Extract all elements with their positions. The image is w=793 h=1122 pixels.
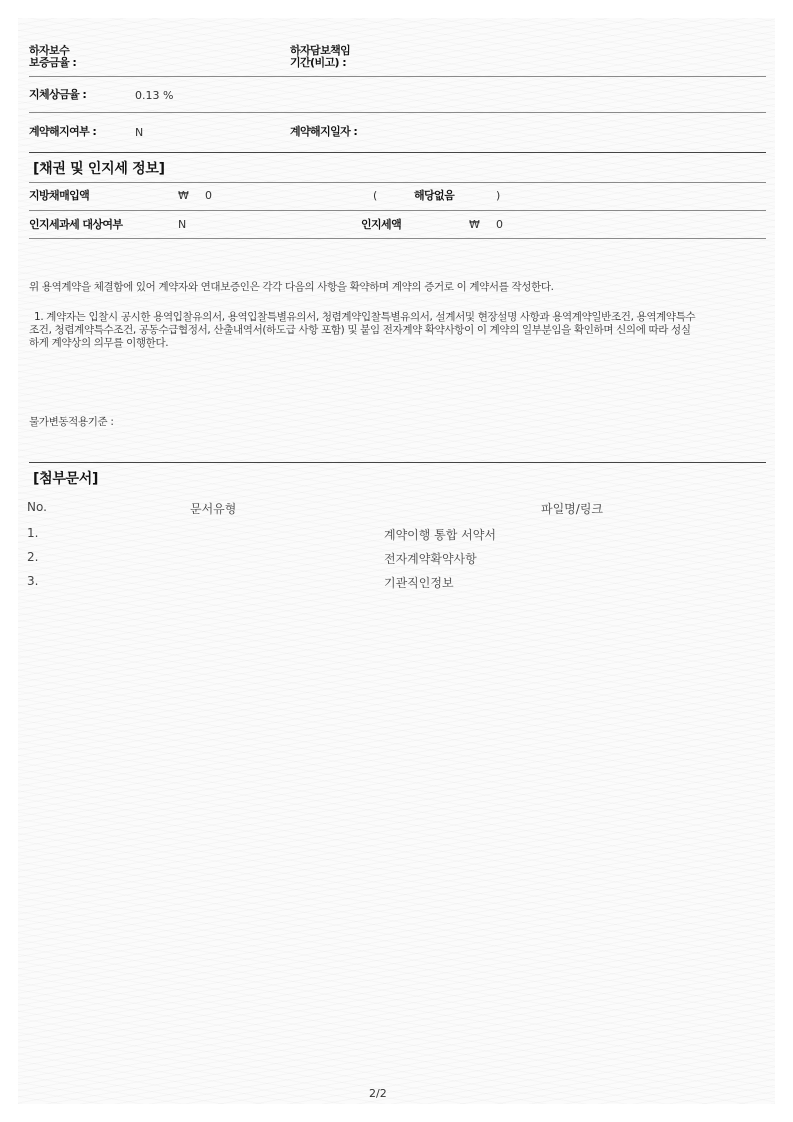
delay-rate-label: 지체상금율 : [29,88,87,101]
col-header-type: 문서유형 [190,502,237,516]
page-number: 2/2 [369,1087,387,1100]
stamp-tax-currency: ₩ [469,218,480,231]
stamp-tax-target-value: N [178,218,187,231]
local-bond-label: 지방채매입액 [29,189,90,202]
stamp-tax-label: 인지세액 [361,218,402,231]
termination-flag-label: 계약해지여부 : [29,125,97,138]
col-header-no: No. [27,500,47,514]
clause-1-line-1: 1. 계약자는 입찰시 공시한 용역입찰유의서, 용역입찰특별유의서, 청렴계약입찰특별유의서, 설계서및 현장설명 사항과 용역계약일반조건, 용역계약특수 [34,311,696,323]
divider [29,76,766,77]
intro-paragraph: 위 용역계약을 체결함에 있어 계약자와 연대보증인은 각각 다음의 사항을 확약하며 계약의 증거로 이 계약서를 작성한다. [29,281,554,293]
attachment-row-1-no: 1. [27,526,39,540]
attachment-row-3-link[interactable]: 기관직인정보 [384,576,454,590]
local-bond-value: 0 [205,189,212,202]
clause-1 [29,311,766,350]
section-divider [29,462,766,463]
clause-1-line-2: 조건, 청렴계약특수조건, 공동수급협정서, 산출내역서(하도급 사항 포함) 및 붙임 전자계약 확약사항이 이 계약의 일부분임을 확인하며 신의에 따라 성실 [29,324,691,336]
paren-close: ) [496,189,501,202]
divider [29,210,766,211]
bond-section-title: [채권 및 인지세 정보] [33,161,165,177]
divider [29,182,766,183]
col-header-file: 파일명/링크 [541,502,604,516]
not-applicable-label: 해당없음 [414,189,455,202]
delay-rate-value: 0.13 % [135,89,174,102]
paren-open: ( [373,189,378,202]
divider [29,238,766,239]
clause-1-line-3: 하게 계약상의 의무를 이행한다. [29,337,169,349]
attachment-row-1-link[interactable]: 계약이행 통합 서약서 [384,528,496,542]
local-bond-currency: ₩ [178,189,189,202]
section-divider [29,152,766,153]
attachment-row-2-no: 2. [27,550,39,564]
stamp-tax-target-label: 인지세과세 대상여부 [29,218,123,231]
stamp-tax-value: 0 [496,218,503,231]
divider [29,112,766,113]
termination-date-label: 계약해지일자 : [290,125,358,138]
guarantee-rate-label: 하자보수 보증금율 : [29,44,77,69]
attachment-row-3-no: 3. [27,574,39,588]
attachment-row-2-link[interactable]: 전자계약확약사항 [384,552,477,566]
price-change-label: 물가변동적용기준 : [29,416,114,428]
termination-flag-value: N [135,126,144,139]
liability-period-label: 하자담보책임 기간(비고) : [290,44,351,69]
attachments-title: [첨부문서] [33,471,99,487]
